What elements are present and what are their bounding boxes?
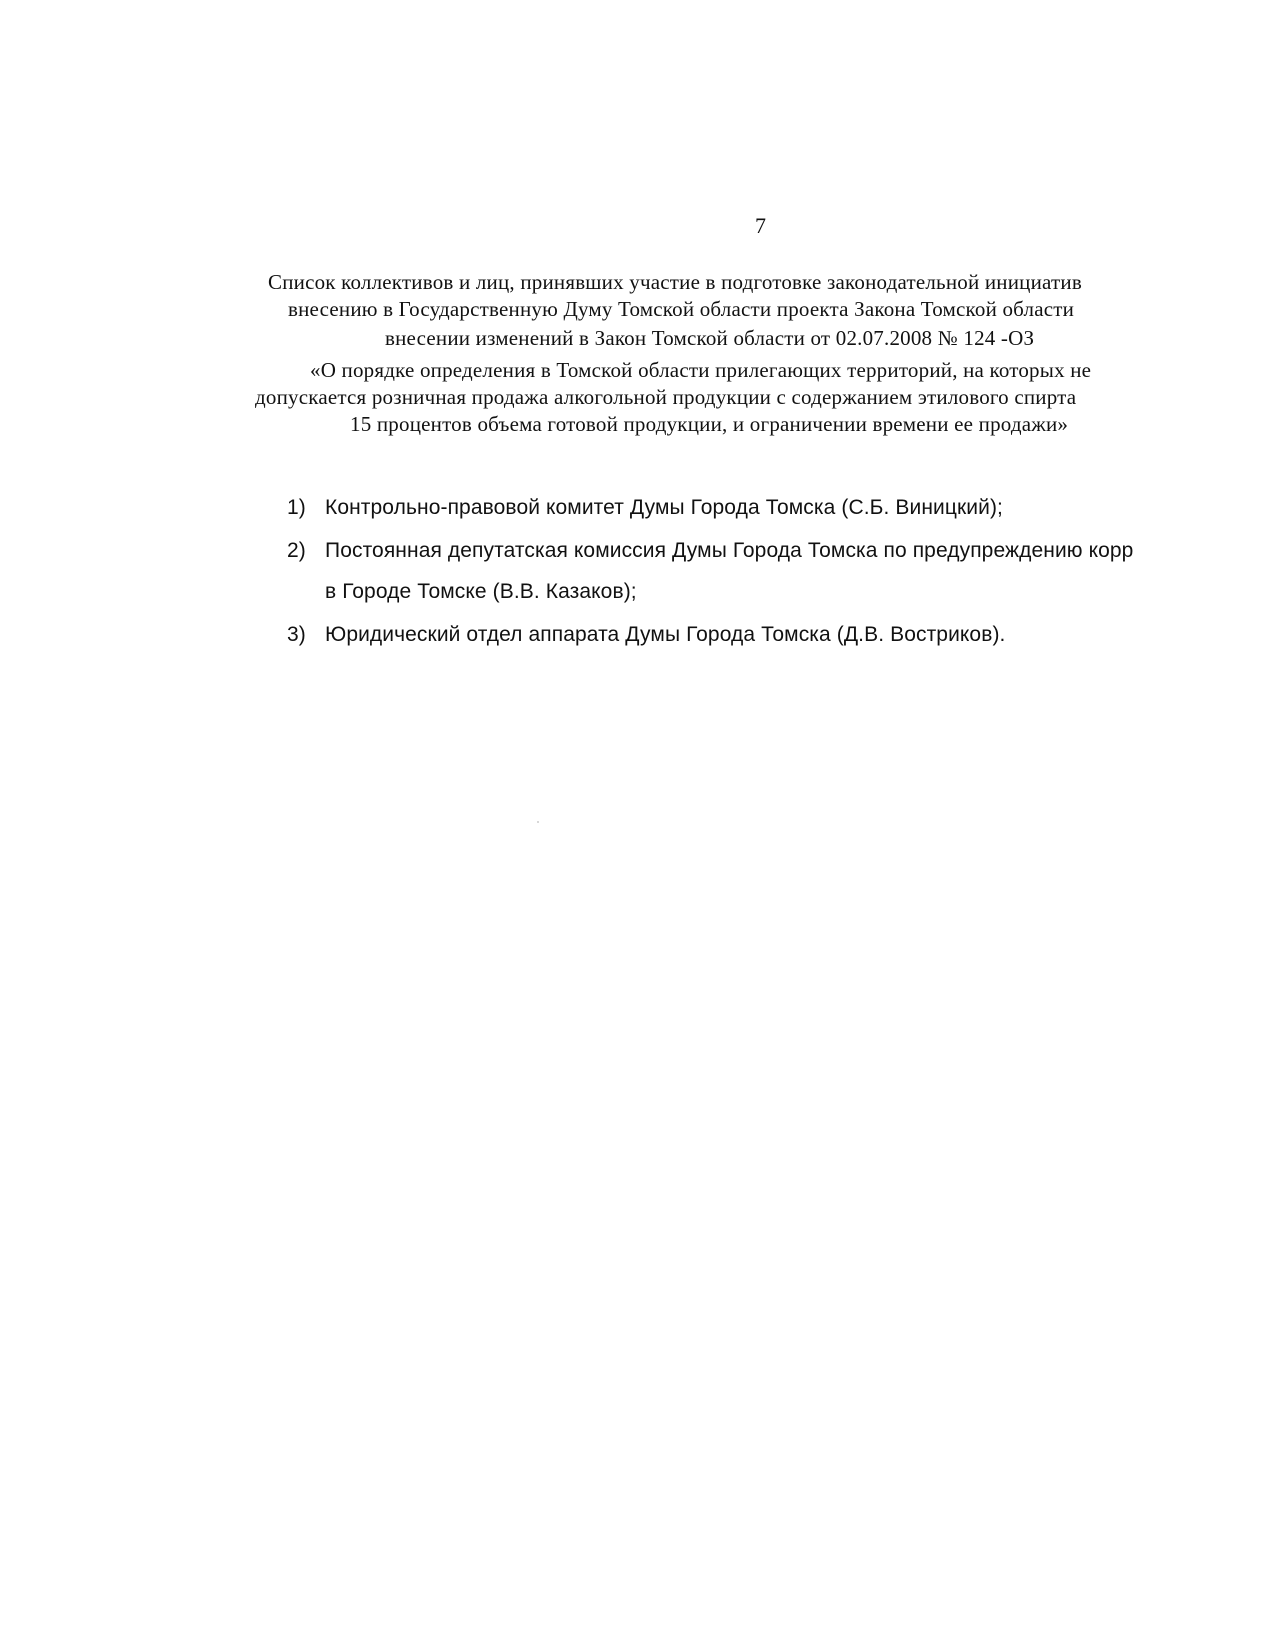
- list-item-text: Постоянная депутатская комиссия Думы Города Томска по предупреждению корр: [325, 539, 1134, 562]
- title-line: внесении изменений в Закон Томской области от 02.07.2008 № 124 -ОЗ: [385, 326, 1035, 350]
- title-line: внесению в Государственную Думу Томской области проекта Закона Томской области: [288, 297, 1075, 321]
- list-item-text: в Городе Томске (В.В. Казаков);: [325, 580, 637, 603]
- scan-speck: [537, 821, 539, 823]
- title-line: допускается розничная продажа алкогольной продукции с содержанием этилового спирта: [255, 385, 1077, 409]
- page-number: 7: [755, 213, 766, 238]
- list-item: [287, 621, 1005, 649]
- list-item: [287, 494, 1003, 522]
- list-item: [287, 537, 1133, 565]
- list-item-text: Юридический отдел аппарата Думы Города Томска (Д.В. Востриков).: [325, 623, 1006, 646]
- list-item-continuation: [325, 578, 637, 606]
- list-item-text: Контрольно-правовой комитет Думы Города Томска (С.Б. Виницкий);: [325, 496, 1003, 519]
- list-item-number: 1): [287, 496, 306, 519]
- title-line: «О порядке определения в Томской области прилегающих территорий, на которых не: [310, 358, 1092, 382]
- list-item-number: 2): [287, 539, 306, 562]
- title-line: 15 процентов объема готовой продукции, и ограничении времени ее продажи»: [350, 412, 1069, 436]
- title-line: Список коллективов и лиц, принявших участие в подготовке законодательной инициатив: [268, 270, 1082, 294]
- list-item-number: 3): [287, 623, 306, 646]
